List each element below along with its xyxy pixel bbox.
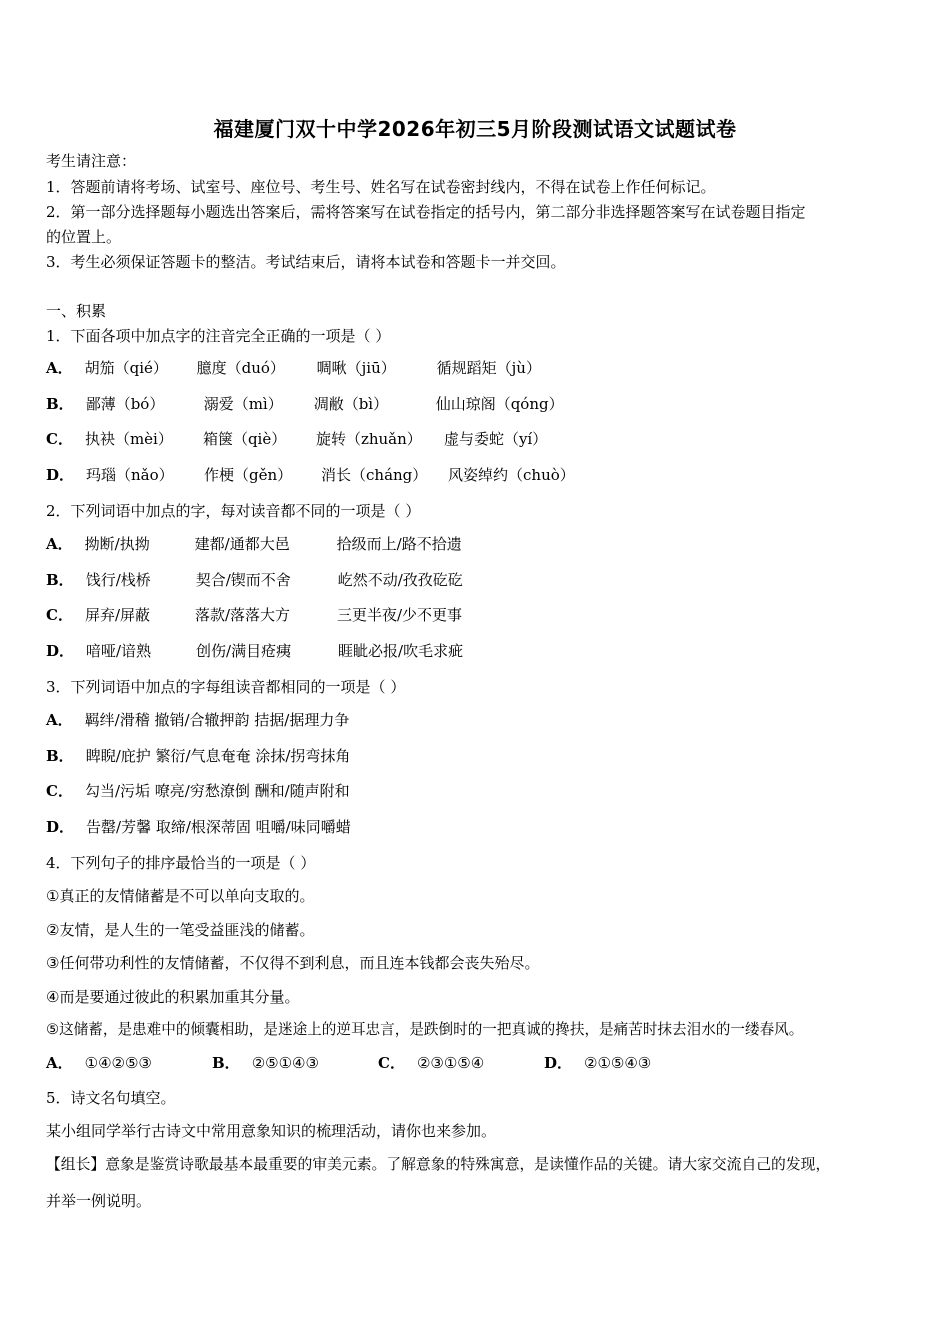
option-item: 执袂（mèi） xyxy=(84,430,173,448)
q1-option-b xyxy=(46,393,564,415)
option-item: 凋敝（bì） xyxy=(313,395,389,413)
option-item: 饯行/栈桥 xyxy=(85,571,151,589)
option-item: 喑哑/谙熟 xyxy=(86,642,152,660)
option-text: 勾当/污垢 嘹亮/穷愁潦倒 酬和/随声附和 xyxy=(84,782,350,800)
option-item: 臆度（duó） xyxy=(196,359,285,377)
q1-option-d xyxy=(46,464,575,486)
option-item: 虚与委蛇（yí） xyxy=(443,430,548,448)
option-label: B． xyxy=(46,571,74,589)
answer-a xyxy=(46,1052,212,1074)
option-text: 羁绊/滑稽 撤销/合辙押韵 拮据/据理力争 xyxy=(84,711,350,729)
q3-option-a xyxy=(46,709,349,731)
option-label: D． xyxy=(46,818,75,836)
option-item: 契合/锲而不舍 xyxy=(195,571,291,589)
section-heading: 一、积累 xyxy=(46,302,107,320)
option-item: 作梗（gěn） xyxy=(204,466,293,484)
notice-item-3: 3．考生必须保证答题卡的整洁。考试结束后，请将本试卷和答题卡一并交回。 xyxy=(46,253,566,271)
q2-option-b xyxy=(46,569,463,591)
exam-title: 福建厦门双十中学2026年初三5月阶段测试语文试题试卷 xyxy=(213,117,737,141)
option-text: ②①⑤④③ xyxy=(584,1054,652,1072)
option-label: C． xyxy=(378,1054,405,1072)
q4-stem: 4．下列句子的排序最恰当的一项是（ ） xyxy=(46,854,316,872)
q5-paragraph-cont: 并举一例说明。 xyxy=(46,1192,152,1210)
notice-item-1: 1．答题前请将考场、试室号、座位号、考生号、姓名写在试卷密封线内，不得在试卷上作任何标记。 xyxy=(46,178,716,196)
option-item: 创伤/满目疮痍 xyxy=(196,642,292,660)
option-item: 鄙薄（bó） xyxy=(85,395,165,413)
option-item: 玛瑙（nǎo） xyxy=(86,466,174,484)
option-label: A． xyxy=(46,535,73,553)
option-item: 仙山琼阁（qóng） xyxy=(435,395,564,413)
q1-stem: 1．下面各项中加点字的注音完全正确的一项是（ ） xyxy=(46,327,391,345)
q3-option-c xyxy=(46,780,350,802)
option-item: 建都/通都大邑 xyxy=(194,535,290,553)
option-item: 风姿绰约（chuò） xyxy=(448,466,575,484)
q3-option-b xyxy=(46,745,350,767)
option-label: B． xyxy=(212,1054,240,1072)
notice-heading: 考生请注意： xyxy=(46,152,137,170)
option-text: ②③①⑤④ xyxy=(416,1054,485,1072)
option-item: 落款/落落大方 xyxy=(194,606,291,624)
q2-stem: 2．下列词语中加点的字，每对读音都不同的一项是（ ） xyxy=(46,502,421,520)
answer-d xyxy=(544,1052,651,1074)
q4-sentence-5: ⑤这储蓄，是患难中的倾囊相助，是迷途上的逆耳忠言，是跌倒时的一把真诚的搀扶，是痛苦时抹去泪水的一缕春风。 xyxy=(46,1021,804,1038)
q5-stem: 5．诗文名句填空。 xyxy=(46,1089,176,1107)
notice-item-2-cont: 的位置上。 xyxy=(46,228,122,246)
option-label: D． xyxy=(544,1054,573,1072)
option-label: C． xyxy=(46,782,73,800)
q4-answers xyxy=(46,1052,651,1074)
answer-c xyxy=(378,1052,544,1074)
option-label: D． xyxy=(46,466,75,484)
option-item: 箱箧（qiè） xyxy=(202,430,287,448)
option-text: 告罄/芳馨 取缔/根深蒂固 咀嚼/味同嚼蜡 xyxy=(86,818,351,836)
option-item: 拗断/执拗 xyxy=(84,535,150,553)
option-item: 啁啾（jiū） xyxy=(316,359,396,377)
q4-sentence-3: ③任何带功利性的友情储蓄，不仅得不到利息，而且连本钱都会丧失殆尽。 xyxy=(46,954,540,972)
option-label: A． xyxy=(46,711,73,729)
option-item: 循规蹈矩（jù） xyxy=(436,359,541,377)
option-item: 旋转（zhuǎn） xyxy=(315,430,422,448)
q4-sentence-1: ①真正的友情储蓄是不可以单向支取的。 xyxy=(46,887,315,905)
q5-paragraph: 【组长】意象是鉴赏诗歌最基本最重要的审美元素。了解意象的特殊寓意，是读懂作品的关键。请大家交流自己的发现， xyxy=(46,1156,831,1173)
q4-sentence-2: ②友情，是人生的一笔受益匪浅的储蓄。 xyxy=(46,921,315,939)
option-item: 睚眦必报/吹毛求疵 xyxy=(338,642,464,660)
option-label: B． xyxy=(46,395,74,413)
option-item: 溺爱（mì） xyxy=(203,395,283,413)
option-text: ①④②⑤③ xyxy=(84,1054,152,1072)
option-label: B． xyxy=(46,747,74,765)
option-text: ②⑤①④③ xyxy=(251,1054,319,1072)
option-item: 三更半夜/少不更事 xyxy=(336,606,463,624)
q3-stem: 3．下列词语中加点的字每组读音都相同的一项是（ ） xyxy=(46,678,406,696)
option-item: 消长（cháng） xyxy=(321,466,428,484)
option-label: A． xyxy=(46,359,73,377)
q3-option-d xyxy=(46,816,351,838)
option-item: 屹然不动/孜孜矻矻 xyxy=(337,571,463,589)
option-label: A． xyxy=(46,1054,73,1072)
option-item: 屏弃/屏蔽 xyxy=(84,606,151,624)
option-text: 睥睨/庇护 繁衍/气息奄奄 涂抹/拐弯抹角 xyxy=(85,747,351,765)
answer-b xyxy=(212,1052,378,1074)
option-label: C． xyxy=(46,430,73,448)
q1-option-a xyxy=(46,357,541,379)
notice-item-2: 2．第一部分选择题每小题选出答案后，需将答案写在试卷指定的括号内，第二部分非选择题答案写在试卷题目指定 xyxy=(46,203,806,221)
option-label: C． xyxy=(46,606,73,624)
q1-option-c xyxy=(46,428,547,450)
option-item: 拾级而上/路不拾遗 xyxy=(336,535,462,553)
q2-option-c xyxy=(46,604,462,626)
q5-intro: 某小组同学举行古诗文中常用意象知识的梳理活动，请你也来参加。 xyxy=(46,1122,497,1140)
option-item: 胡笳（qié） xyxy=(84,359,168,377)
q2-option-d xyxy=(46,640,463,662)
q4-sentence-4: ④而是要通过彼此的积累加重其分量。 xyxy=(46,988,300,1006)
q2-option-a xyxy=(46,533,462,555)
option-label: D． xyxy=(46,642,75,660)
